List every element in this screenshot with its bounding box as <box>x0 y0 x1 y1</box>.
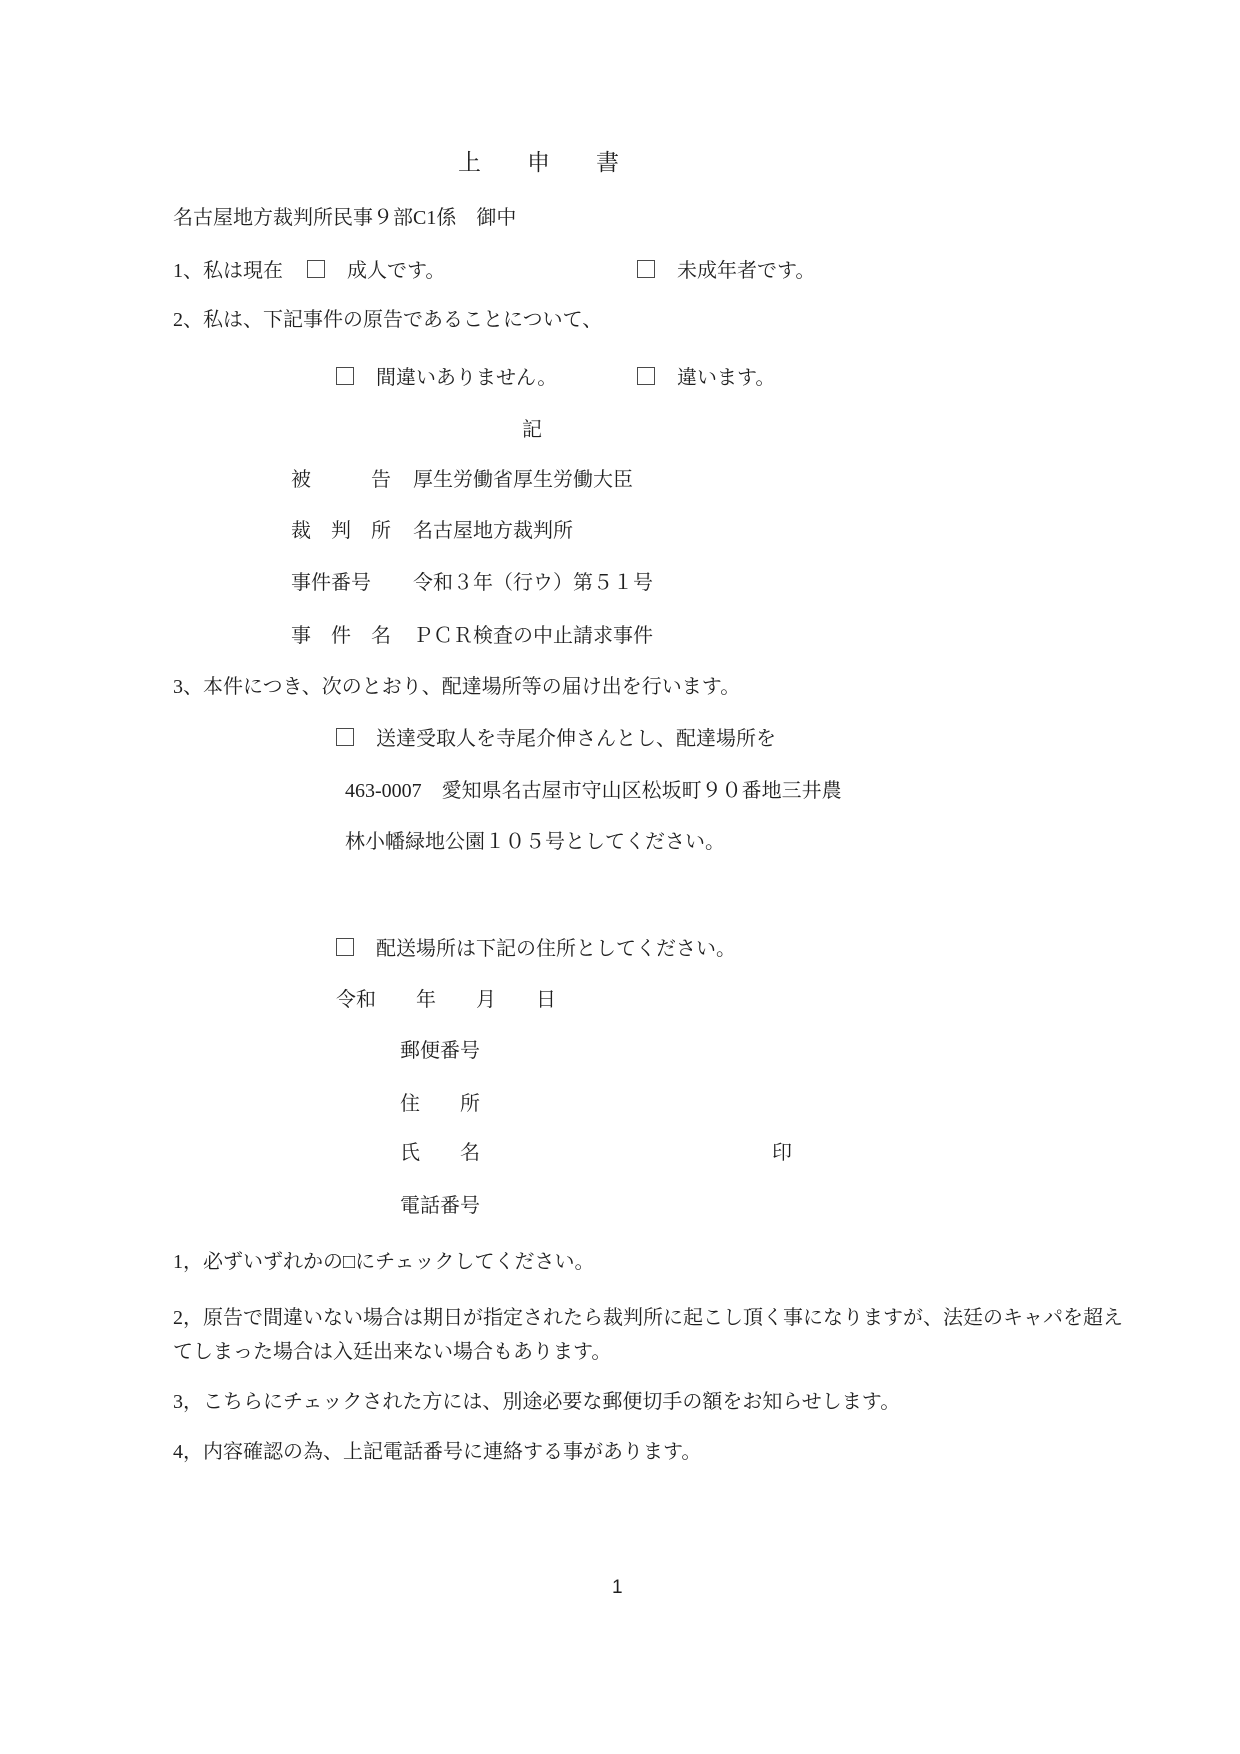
item2-correct-label: 間違いありません。 <box>376 367 558 389</box>
court-label: 裁 判 所 <box>291 520 391 542</box>
record-case-name-row <box>291 621 653 651</box>
delivery-address-line2: 林小幡緑地公園１０５号としてください。 <box>345 831 725 853</box>
date-line: 令和 年 月 日 <box>336 989 556 1011</box>
checkbox-minor-icon[interactable] <box>637 260 655 278</box>
record-defendant-row <box>291 465 633 495</box>
record-court-row <box>291 516 573 546</box>
court-value: 名古屋地方裁判所 <box>413 520 573 542</box>
address-label: 住 所 <box>400 1093 480 1115</box>
item1-minor-label: 未成年者です。 <box>677 260 816 282</box>
name-label: 氏 名 <box>400 1142 480 1164</box>
delivery-alt-label: 配送場所は下記の住所としてください。 <box>376 938 736 960</box>
case-name-label: 事 件 名 <box>291 625 391 647</box>
case-name-value: ＰＣＲ検査の中止請求事件 <box>413 625 653 647</box>
defendant-label: 被 告 <box>291 469 391 491</box>
checkbox-delivery-recipient-icon[interactable] <box>336 728 354 746</box>
item1-row <box>173 256 816 286</box>
record-case-number-row <box>291 568 653 598</box>
case-number-label: 事件番号 <box>291 572 371 594</box>
seal-mark: 印 <box>772 1142 792 1164</box>
note-1: 1，必ずいずれかの□にチェックしてください。 <box>173 1251 595 1273</box>
item2-options-row <box>336 363 776 393</box>
item2-label: 2、私は、下記事件の原告であることについて、 <box>173 309 603 331</box>
item1-adult-label: 成人です。 <box>347 260 446 282</box>
checkbox-different-icon[interactable] <box>637 367 655 385</box>
addressee: 名古屋地方裁判所民事９部C1係 御中 <box>173 207 517 229</box>
name-row <box>400 1138 792 1168</box>
item3-label: 3、本件につき、次のとおり、配達場所等の届け出を行います。 <box>173 676 741 698</box>
note-3: 3，こちらにチェックされた方には、別途必要な郵便切手の額をお知らせします。 <box>173 1391 901 1413</box>
phone-label: 電話番号 <box>400 1195 480 1217</box>
delivery-address-line1: 463-0007 愛知県名古屋市守山区松坂町９０番地三井農 <box>345 780 842 802</box>
note-4: 4，内容確認の為、上記電話番号に連絡する事があります。 <box>173 1441 702 1463</box>
item1-label: 1、私は現在 <box>173 260 283 282</box>
checkbox-correct-icon[interactable] <box>336 367 354 385</box>
delivery-recipient-label: 送達受取人を寺尾介伸さんとし、配達場所を <box>376 728 776 750</box>
item2-different-label: 違います。 <box>677 367 776 389</box>
defendant-value: 厚生労働省厚生労働大臣 <box>413 469 633 491</box>
record-heading: 記 <box>522 419 542 441</box>
page-number: 1 <box>612 1577 623 1598</box>
checkbox-adult-icon[interactable] <box>307 260 325 278</box>
postal-code-label: 郵便番号 <box>400 1040 480 1062</box>
case-number-value: 令和３年（行ウ）第５１号 <box>413 572 653 594</box>
delivery-alt-row <box>336 934 736 964</box>
document-title: 上 申 書 <box>458 150 619 175</box>
checkbox-delivery-alt-icon[interactable] <box>336 938 354 956</box>
note-2: 2，原告で間違いない場合は期日が指定されたら裁判所に起こし頂く事になりますが、法廷のキャパを超えてしまった場合は入廷出来ない場合もあります。 <box>173 1307 1123 1363</box>
delivery-recipient-row <box>336 724 776 754</box>
